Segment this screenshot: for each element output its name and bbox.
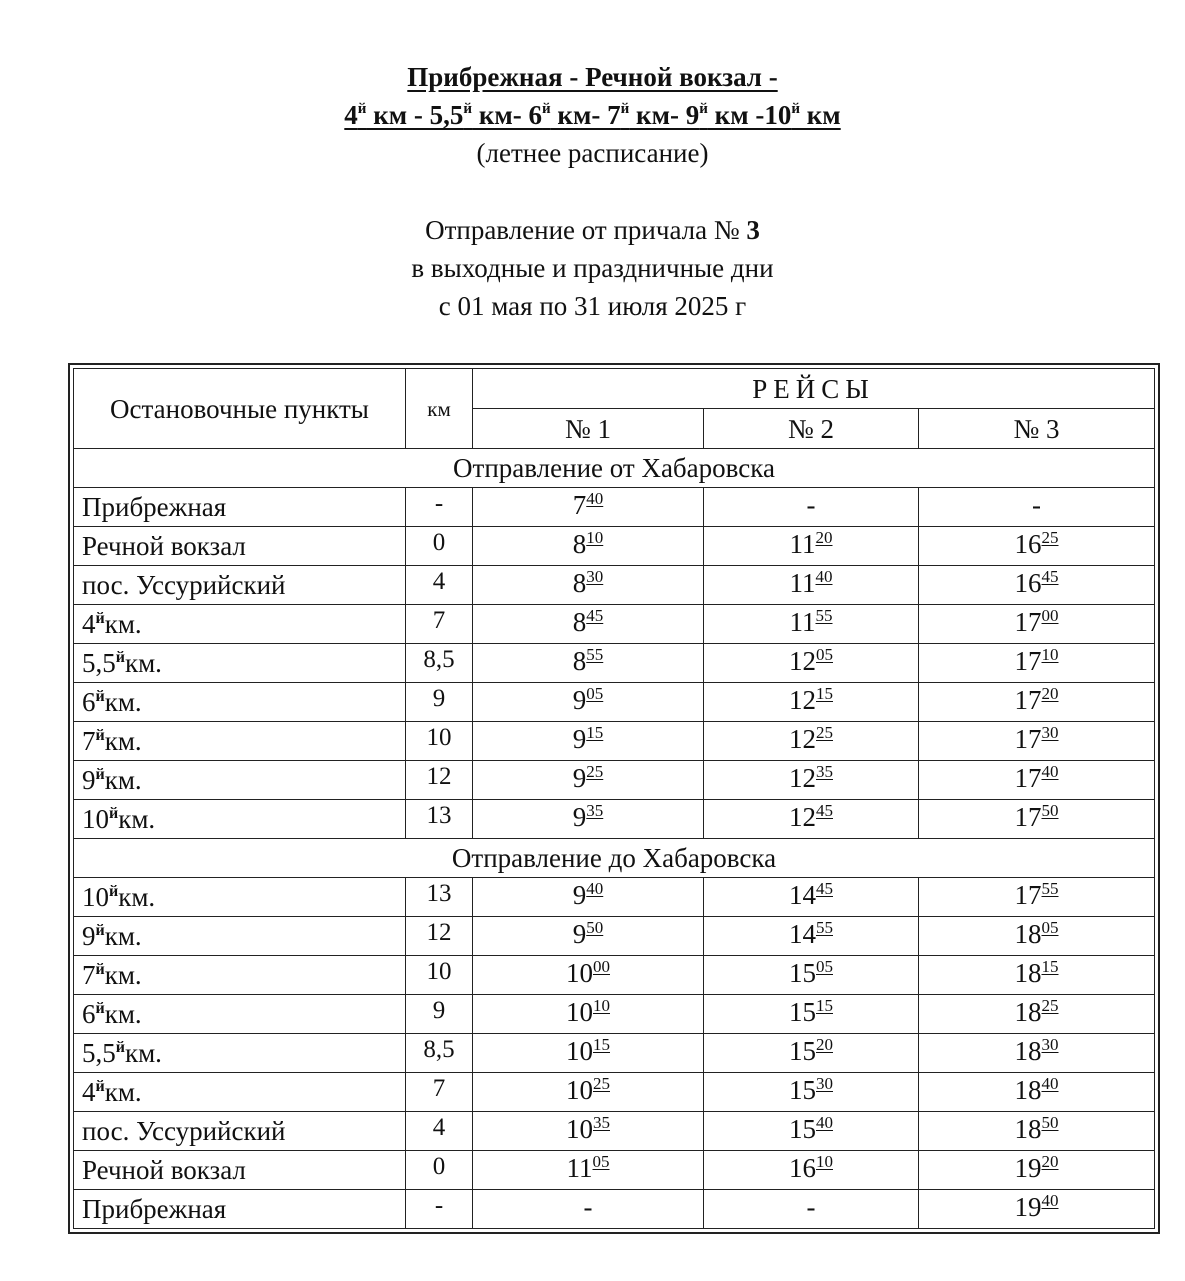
time-hour: 12 xyxy=(789,724,816,754)
time-hour: 14 xyxy=(789,919,816,949)
departure-time-cell xyxy=(919,605,1155,644)
days-line: в выходные и праздничные дни xyxy=(411,253,774,283)
stop-name-cell xyxy=(74,566,406,605)
departure-time-cell xyxy=(919,1151,1155,1190)
time-hour: 9 xyxy=(572,763,587,793)
stop-ordinal-sup: й xyxy=(95,1000,105,1017)
stop-name: 10 xyxy=(82,804,109,834)
stop-name: пос. Уссурийский xyxy=(82,570,286,600)
table-row xyxy=(74,722,1155,761)
time-minutes: 10 xyxy=(593,996,610,1015)
time-hour: 17 xyxy=(1014,646,1042,676)
time-hour: 18 xyxy=(1014,919,1042,949)
time-hour: 12 xyxy=(789,763,816,793)
time-minutes: 55 xyxy=(1041,879,1059,898)
departure-time-cell xyxy=(704,722,919,761)
stop-name: Речной вокзал xyxy=(82,531,246,561)
departure-time-cell xyxy=(704,995,919,1034)
time-hour: 17 xyxy=(1014,685,1042,715)
section-title: Отправление от Хабаровска xyxy=(74,449,1155,488)
departure-time-cell xyxy=(473,956,704,995)
time-hour: 16 xyxy=(1014,568,1042,598)
stop-name: 5,5 xyxy=(82,1038,116,1068)
stop-name: 5,5 xyxy=(82,648,116,678)
table-row xyxy=(74,1073,1155,1112)
stop-name: пос. Уссурийский xyxy=(82,1116,286,1146)
time-minutes: 05 xyxy=(586,684,604,703)
departure-time-cell xyxy=(473,1190,704,1229)
time-minutes: 20 xyxy=(1041,684,1059,703)
stop-name-cell xyxy=(74,488,406,527)
table-row xyxy=(74,956,1155,995)
stop-name-cell xyxy=(74,878,406,917)
table-row xyxy=(74,1190,1155,1229)
departure-time-cell xyxy=(473,488,704,527)
departure-time-cell xyxy=(919,644,1155,683)
time-hour: 10 xyxy=(566,997,593,1027)
time-minutes: 00 xyxy=(593,957,610,976)
time-minutes: 25 xyxy=(1041,996,1059,1015)
stop-ordinal-sup: й xyxy=(115,649,125,666)
stop-ordinal-sup: й xyxy=(95,727,105,744)
time-minutes: 25 xyxy=(593,1074,610,1093)
table-row xyxy=(74,800,1155,839)
stop-ordinal-sup: й xyxy=(95,688,105,705)
time-hour: 18 xyxy=(1014,1036,1042,1066)
schedule-table xyxy=(73,368,1155,1229)
time-hour: 16 xyxy=(789,1153,816,1183)
departure-time-cell xyxy=(473,644,704,683)
schedule-season: (летнее расписание) xyxy=(476,138,709,168)
departure-time-cell xyxy=(704,1151,919,1190)
stop-suffix: км. xyxy=(104,1077,142,1107)
time-minutes: 35 xyxy=(593,1113,610,1132)
km-cell: 8,5 xyxy=(406,644,473,683)
departure-time-cell xyxy=(704,566,919,605)
time-minutes: 10 xyxy=(816,1152,833,1171)
departure-time-cell xyxy=(704,917,919,956)
departure-time-cell xyxy=(919,1034,1155,1073)
departure-time-cell xyxy=(919,956,1155,995)
km-cell: 7 xyxy=(406,1073,473,1112)
pier-line xyxy=(0,211,1185,249)
trip-1-header: № 1 xyxy=(473,409,704,449)
stop-name-cell xyxy=(74,683,406,722)
stop-name-cell xyxy=(74,956,406,995)
time-hour: 15 xyxy=(789,958,816,988)
departure-time-cell xyxy=(919,566,1155,605)
section-title: Отправление до Хабаровска xyxy=(74,839,1155,878)
stop-name-cell xyxy=(74,761,406,800)
title-part: км- 7 xyxy=(550,100,621,130)
time-hour: 18 xyxy=(1014,1075,1042,1105)
departure-time-cell xyxy=(473,800,704,839)
time-hour: - xyxy=(806,490,816,520)
departure-time-cell xyxy=(473,1112,704,1151)
table-row xyxy=(74,878,1155,917)
km-cell: 8,5 xyxy=(406,1034,473,1073)
title-part-sup: й xyxy=(542,101,551,117)
time-hour: 12 xyxy=(789,685,816,715)
departure-time-cell xyxy=(919,722,1155,761)
departure-time-cell xyxy=(704,956,919,995)
trip-2-header: № 2 xyxy=(704,409,919,449)
stop-suffix: км. xyxy=(104,765,142,795)
time-minutes: 15 xyxy=(816,684,833,703)
departure-time-cell xyxy=(473,722,704,761)
departure-time-cell xyxy=(473,683,704,722)
stop-name: 4 xyxy=(82,609,96,639)
km-cell: 9 xyxy=(406,683,473,722)
time-minutes: 50 xyxy=(586,918,604,937)
time-hour: 9 xyxy=(572,724,587,754)
departure-time-cell xyxy=(473,761,704,800)
table-row xyxy=(74,566,1155,605)
stop-ordinal-sup: й xyxy=(95,922,105,939)
title-part: км - 5,5 xyxy=(366,100,464,130)
time-hour: 10 xyxy=(566,958,593,988)
departure-time-cell xyxy=(704,1073,919,1112)
time-hour: 10 xyxy=(566,1036,593,1066)
stop-name: 9 xyxy=(82,765,96,795)
route-title-line2 xyxy=(0,96,1185,134)
stop-suffix: км. xyxy=(124,1038,162,1068)
stop-ordinal-sup: й xyxy=(95,766,105,783)
time-minutes: 10 xyxy=(586,528,604,547)
time-minutes: 30 xyxy=(816,1074,833,1093)
km-cell: 0 xyxy=(406,1151,473,1190)
period-line: с 01 мая по 31 июля 2025 г xyxy=(438,291,747,321)
time-minutes: 40 xyxy=(1041,1191,1059,1210)
departure-time-cell xyxy=(919,488,1155,527)
departure-time-cell xyxy=(704,800,919,839)
km-cell: 10 xyxy=(406,722,473,761)
time-minutes: 40 xyxy=(1041,762,1059,781)
departure-time-cell xyxy=(919,1073,1155,1112)
departure-info xyxy=(0,211,1185,325)
time-minutes: 20 xyxy=(1041,1152,1059,1171)
time-hour: 8 xyxy=(572,568,587,598)
departure-time-cell xyxy=(919,1190,1155,1229)
km-cell: 4 xyxy=(406,566,473,605)
time-hour: 11 xyxy=(566,1153,593,1183)
departure-time-cell xyxy=(704,1112,919,1151)
stop-name-cell xyxy=(74,800,406,839)
departure-time-cell xyxy=(919,917,1155,956)
table-row xyxy=(74,488,1155,527)
route-title-line1: Прибрежная - Речной вокзал - xyxy=(407,62,778,92)
km-cell: 12 xyxy=(406,761,473,800)
table-row xyxy=(74,917,1155,956)
departure-time-cell xyxy=(473,995,704,1034)
stop-name-cell xyxy=(74,1151,406,1190)
km-column-header: км xyxy=(406,369,473,449)
time-hour: 17 xyxy=(1014,880,1042,910)
departure-time-cell xyxy=(473,527,704,566)
time-hour: 9 xyxy=(572,919,587,949)
stop-suffix: км. xyxy=(104,921,142,951)
table-row xyxy=(74,683,1155,722)
km-cell: 7 xyxy=(406,605,473,644)
departure-time-cell xyxy=(704,527,919,566)
time-hour: 8 xyxy=(572,607,587,637)
time-minutes: 05 xyxy=(816,957,833,976)
time-minutes: 05 xyxy=(592,1152,610,1171)
time-minutes: 40 xyxy=(586,879,604,898)
trip-3-header: № 3 xyxy=(919,409,1155,449)
table-row xyxy=(74,761,1155,800)
time-hour: - xyxy=(806,1192,816,1222)
departure-time-cell xyxy=(473,1073,704,1112)
stop-name: 9 xyxy=(82,921,96,951)
stop-ordinal-sup: й xyxy=(95,610,105,627)
time-minutes: 40 xyxy=(816,1113,833,1132)
time-hour: 15 xyxy=(789,1075,816,1105)
stop-ordinal-sup: й xyxy=(115,1039,125,1056)
stop-suffix: км. xyxy=(118,804,156,834)
time-minutes: 15 xyxy=(816,996,833,1015)
departure-time-cell xyxy=(919,1112,1155,1151)
time-hour: 9 xyxy=(572,802,587,832)
stop-suffix: км. xyxy=(104,609,142,639)
section-row xyxy=(74,449,1155,488)
time-hour: 19 xyxy=(1014,1153,1042,1183)
time-minutes: 05 xyxy=(816,645,833,664)
time-hour: 10 xyxy=(566,1075,593,1105)
departure-time-cell xyxy=(704,683,919,722)
table-row xyxy=(74,995,1155,1034)
time-minutes: 30 xyxy=(1041,723,1059,742)
title-part-sup: й xyxy=(699,101,708,117)
time-hour: 11 xyxy=(789,568,816,598)
stop-name-cell xyxy=(74,605,406,644)
time-minutes: 55 xyxy=(815,606,833,625)
stop-name-cell xyxy=(74,995,406,1034)
time-minutes: 25 xyxy=(586,762,604,781)
time-minutes: 50 xyxy=(1041,801,1059,820)
stop-ordinal-sup: й xyxy=(95,961,105,978)
departure-time-cell xyxy=(704,488,919,527)
time-hour: 18 xyxy=(1014,1114,1042,1144)
stop-name: 6 xyxy=(82,999,96,1029)
time-hour: 17 xyxy=(1014,763,1042,793)
time-hour: - xyxy=(1032,490,1041,520)
stop-name: 7 xyxy=(82,960,96,990)
time-hour: - xyxy=(583,1192,593,1222)
time-minutes: 25 xyxy=(816,723,833,742)
table-row xyxy=(74,527,1155,566)
time-hour: 9 xyxy=(572,685,587,715)
schedule-body xyxy=(74,449,1155,1229)
departure-time-cell xyxy=(919,761,1155,800)
km-cell: 13 xyxy=(406,878,473,917)
stop-suffix: км. xyxy=(104,999,142,1029)
time-hour: 12 xyxy=(789,802,816,832)
time-minutes: 00 xyxy=(1041,606,1059,625)
title-part: км xyxy=(800,100,841,130)
km-cell: 12 xyxy=(406,917,473,956)
stop-name-cell xyxy=(74,917,406,956)
time-minutes: 15 xyxy=(1041,957,1059,976)
time-hour: 19 xyxy=(1014,1192,1042,1222)
time-minutes: 50 xyxy=(1041,1113,1059,1132)
stop-name: 7 xyxy=(82,726,96,756)
km-cell: 10 xyxy=(406,956,473,995)
pier-prefix: Отправление от причала № xyxy=(425,215,747,245)
time-hour: 18 xyxy=(1014,958,1042,988)
time-minutes: 45 xyxy=(816,801,833,820)
departure-time-cell xyxy=(919,527,1155,566)
title-part-sup: й xyxy=(463,101,473,117)
stop-name: Прибрежная xyxy=(82,492,227,522)
pier-number: 3 xyxy=(746,215,760,245)
stop-name-cell xyxy=(74,527,406,566)
section-row xyxy=(74,839,1155,878)
departure-time-cell xyxy=(704,1190,919,1229)
time-hour: 11 xyxy=(789,607,816,637)
time-minutes: 40 xyxy=(1041,1074,1059,1093)
time-hour: 14 xyxy=(789,880,816,910)
document-header xyxy=(0,58,1185,172)
time-hour: 17 xyxy=(1014,607,1042,637)
time-minutes: 45 xyxy=(586,606,604,625)
stop-name: 10 xyxy=(82,882,109,912)
departure-time-cell xyxy=(473,1034,704,1073)
time-hour: 12 xyxy=(789,646,816,676)
stops-column-header: Остановочные пункты xyxy=(74,369,406,449)
stop-name: 4 xyxy=(82,1077,96,1107)
time-hour: 8 xyxy=(572,529,587,559)
departure-time-cell xyxy=(919,683,1155,722)
table-row xyxy=(74,644,1155,683)
km-cell: 4 xyxy=(406,1112,473,1151)
schedule-table-frame xyxy=(68,363,1160,1234)
time-minutes: 45 xyxy=(1041,567,1059,586)
stop-suffix: км. xyxy=(118,882,156,912)
time-minutes: 40 xyxy=(586,489,604,508)
time-minutes: 20 xyxy=(816,1035,833,1054)
time-hour: 18 xyxy=(1014,997,1042,1027)
time-minutes: 30 xyxy=(1041,1035,1059,1054)
km-cell: 0 xyxy=(406,527,473,566)
time-minutes: 35 xyxy=(816,762,833,781)
stop-name-cell xyxy=(74,1112,406,1151)
title-part: км -10 xyxy=(707,100,792,130)
departure-time-cell xyxy=(704,644,919,683)
table-row xyxy=(74,1034,1155,1073)
time-hour: 15 xyxy=(789,1114,816,1144)
stop-name-cell xyxy=(74,1190,406,1229)
departure-time-cell xyxy=(473,917,704,956)
departure-time-cell xyxy=(704,1034,919,1073)
table-row xyxy=(74,605,1155,644)
stop-name: Прибрежная xyxy=(82,1194,227,1224)
km-cell: 9 xyxy=(406,995,473,1034)
km-cell: 13 xyxy=(406,800,473,839)
departure-time-cell xyxy=(704,878,919,917)
time-minutes: 55 xyxy=(586,645,604,664)
time-hour: 10 xyxy=(566,1114,593,1144)
time-minutes: 55 xyxy=(816,918,833,937)
time-hour: 16 xyxy=(1014,529,1042,559)
time-hour: 7 xyxy=(572,490,587,520)
time-hour: 15 xyxy=(789,1036,816,1066)
title-part: км- 9 xyxy=(629,100,700,130)
time-minutes: 15 xyxy=(593,1035,610,1054)
departure-time-cell xyxy=(473,1151,704,1190)
time-hour: 9 xyxy=(572,880,587,910)
departure-time-cell xyxy=(919,995,1155,1034)
stop-ordinal-sup: й xyxy=(95,1078,105,1095)
time-minutes: 45 xyxy=(816,879,833,898)
time-minutes: 20 xyxy=(815,528,833,547)
departure-time-cell xyxy=(919,800,1155,839)
stop-name-cell xyxy=(74,644,406,683)
stop-suffix: км. xyxy=(104,687,142,717)
time-hour: 17 xyxy=(1014,724,1042,754)
time-hour: 17 xyxy=(1014,802,1042,832)
departure-time-cell xyxy=(473,566,704,605)
time-hour: 8 xyxy=(572,646,587,676)
km-cell: - xyxy=(406,488,473,527)
time-hour: 15 xyxy=(789,997,816,1027)
stop-name-cell xyxy=(74,1034,406,1073)
stop-ordinal-sup: й xyxy=(109,805,119,822)
time-minutes: 35 xyxy=(586,801,604,820)
departure-time-cell xyxy=(704,605,919,644)
stop-name-cell xyxy=(74,1073,406,1112)
title-part-sup: й xyxy=(357,101,367,117)
time-minutes: 15 xyxy=(586,723,604,742)
time-minutes: 10 xyxy=(1041,645,1059,664)
departure-time-cell xyxy=(919,878,1155,917)
stop-suffix: км. xyxy=(104,960,142,990)
table-row xyxy=(74,1151,1155,1190)
trips-header: РЕЙСЫ xyxy=(473,369,1155,409)
time-minutes: 30 xyxy=(586,567,604,586)
stop-ordinal-sup: й xyxy=(109,883,119,900)
title-part: км- 6 xyxy=(472,100,543,130)
departure-time-cell xyxy=(704,761,919,800)
stop-suffix: км. xyxy=(104,726,142,756)
time-hour: 11 xyxy=(789,529,816,559)
stop-name: 6 xyxy=(82,687,96,717)
stop-name: Речной вокзал xyxy=(82,1155,246,1185)
table-row xyxy=(74,1112,1155,1151)
departure-time-cell xyxy=(473,878,704,917)
time-minutes: 05 xyxy=(1041,918,1059,937)
stop-name-cell xyxy=(74,722,406,761)
stop-suffix: км. xyxy=(124,648,162,678)
title-part-sup: й xyxy=(791,101,800,117)
time-minutes: 25 xyxy=(1041,528,1059,547)
title-part: 4 xyxy=(344,100,358,130)
title-part-sup: й xyxy=(620,101,630,117)
time-minutes: 40 xyxy=(815,567,833,586)
km-cell: - xyxy=(406,1190,473,1229)
departure-time-cell xyxy=(473,605,704,644)
